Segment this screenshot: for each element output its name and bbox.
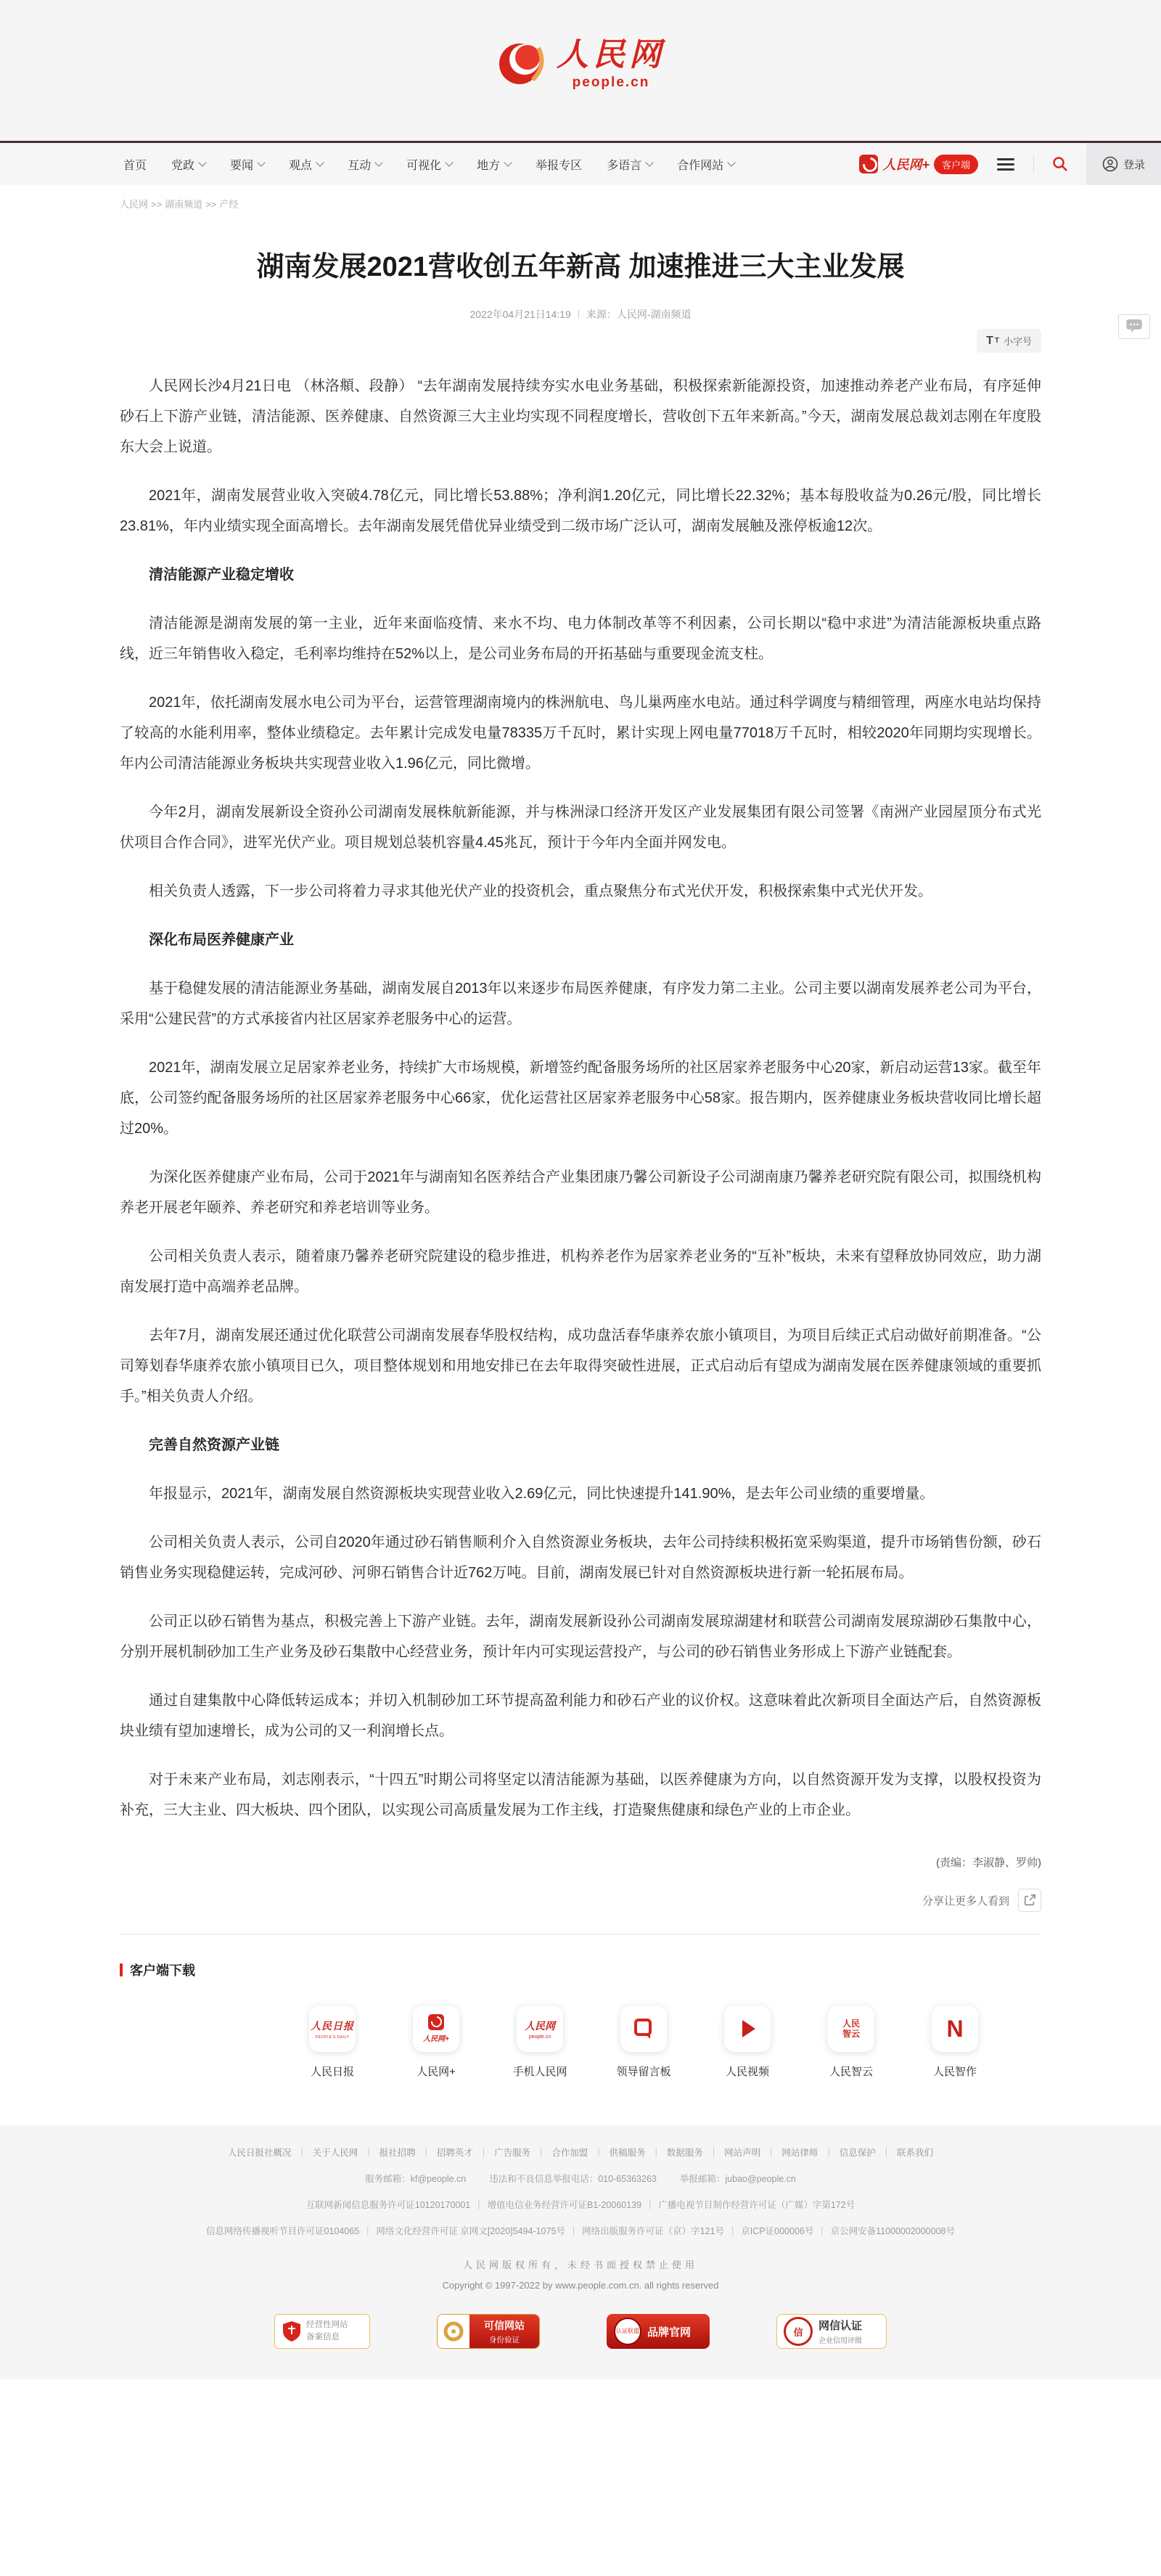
footer-badge-3[interactable]: 认证联盟 品牌官网	[607, 2314, 710, 2349]
site-footer	[0, 2125, 1161, 2379]
app-label: 人民日报	[310, 2066, 354, 2078]
footer-link[interactable]: 供稿服务	[609, 2148, 646, 2158]
footer-separator: |	[821, 2225, 824, 2236]
app-item-7[interactable]	[920, 2005, 990, 2079]
footer-license: 互联网新闻信息服务许可证10120170001	[305, 2200, 471, 2210]
footer-separator: |	[827, 2147, 830, 2157]
site-header	[0, 0, 1161, 143]
nav-item-label: 要闻	[230, 159, 254, 172]
footer-separator: |	[424, 2147, 427, 2157]
footer-link[interactable]: 数据服务	[666, 2148, 703, 2158]
cert-alliance-stamp-icon: 认证联盟	[614, 2318, 641, 2345]
nav-item-4[interactable]	[289, 156, 323, 173]
search-button[interactable]	[1051, 155, 1069, 173]
chevron-down-icon	[198, 158, 206, 166]
footer-license: 增值电信业务经营许可证B1-20060139	[487, 2200, 642, 2210]
footer-link[interactable]: 关于人民网	[312, 2148, 358, 2158]
article-meta	[120, 307, 1041, 322]
nav-item-3[interactable]	[230, 156, 264, 173]
footer-separator: |	[540, 2147, 543, 2157]
nav-item-label: 举报专区	[536, 159, 583, 172]
leader-board-app-icon	[620, 2005, 667, 2052]
login-label: 登录	[1123, 158, 1145, 171]
people-daily-app-icon: 人民日报 PEOPLE'S DAILY	[309, 2005, 356, 2052]
share-row	[120, 1889, 1041, 1912]
nav-item-label: 观点	[289, 159, 313, 172]
footer-links-row	[0, 2146, 1161, 2159]
app-label: 人民网+	[417, 2066, 456, 2078]
source-label: 来源：	[586, 308, 617, 320]
footer-badge-2[interactable]: 可信网站 身份验证	[437, 2314, 540, 2349]
copyright-en: Copyright © 1997-2022 by www.people.com.cn. all rights reserved	[442, 2280, 719, 2291]
download-title-row	[120, 1960, 1041, 1979]
app-item-4[interactable]	[609, 2005, 678, 2079]
font-size-control[interactable]	[977, 329, 1041, 353]
footer-badge-1[interactable]: 经营性网站 备案信息	[274, 2314, 370, 2349]
breadcrumb-separator: >>	[151, 199, 163, 210]
chevron-down-icon	[645, 158, 653, 166]
people-plus-brand: 人民网+	[882, 158, 930, 172]
chevron-down-icon	[374, 158, 382, 166]
footer-separator: |	[712, 2147, 715, 2157]
breadcrumb-link[interactable]: 产经	[219, 199, 239, 210]
footer-link[interactable]: 网站律师	[781, 2148, 819, 2158]
chevron-down-icon	[257, 158, 265, 166]
app-item-1[interactable]	[298, 2005, 367, 2079]
article-paragraph: 人民网长沙4月21日电 （林洛頫、段静） “去年湖南发展持续夯实水电业务基础，积极探索新能源投资，加速推动养老产业布局，有序延伸砂石上下游产业链，清洁能源、医养健康、自然资源三大主业均实现不同程度增长，营收创下五年来新高。”今天，湖南发展总裁刘志刚在年度股东大会上说道。	[120, 378, 1041, 455]
people-plus-logo-icon	[859, 155, 878, 173]
app-item-3[interactable]	[505, 2005, 575, 2079]
client-pill: 客户端	[934, 155, 978, 174]
article-paragraph: 清洁能源是湖南发展的第一主业，近年来面临疫情、来水不均、电力体制改革等不利因素，公司长期以“稳中求进”为清洁能源板块重点路线，近三年销售收入稳定，毛利率均维持在52%以上，是公司业务布局的开拓基础与重要现金流支柱。	[120, 616, 1041, 662]
footer-badges	[0, 2314, 1161, 2349]
footer-separator: |	[770, 2147, 773, 2157]
footer-separator: |	[366, 2225, 369, 2236]
nav-items	[123, 156, 734, 173]
footer-separator: |	[572, 2225, 575, 2236]
nav-item-7[interactable]	[477, 156, 511, 173]
download-title: 客户端下载	[130, 1963, 195, 1978]
article-paragraph: 对于未来产业布局，刘志刚表示，“十四五”时期公司将坚定以清洁能源为基础，以医养健康为方向，以自然资源开发为支撑，以股权投资为补充，三大主业、四大板块、四个团队，以实现公司高质量发展为工作主线，打造聚焦健康和绿色产业的上市企业。	[120, 1772, 1041, 1818]
red-bar-icon	[120, 1963, 123, 1976]
logo-domain: people.cn	[572, 75, 650, 90]
footer-separator: |	[655, 2147, 657, 2157]
app-label: 人民视频	[725, 2066, 769, 2078]
mobile-people-app-icon: 人民网 people.cn	[517, 2005, 563, 2052]
chevron-down-icon	[316, 158, 324, 166]
nav-item-label: 首页	[123, 159, 147, 172]
footer-license: 信息网络传播视听节目许可证0104065	[205, 2226, 360, 2236]
footer-link[interactable]: 网站声明	[724, 2148, 761, 2158]
breadcrumb-separator: >>	[205, 199, 217, 210]
article-paragraph: 去年7月，湖南发展还通过优化联营公司湖南发展春华股权结构，成功盘活春华康养农旅小镇项目，为项目后续正式启动做好前期准备。“公司筹划春华康养农旅小镇项目已久，项目整体规划和用地安排已在去年取得突破性进展，正式启动后有望成为湖南发展在医养健康领域的重要抓手。”相关负责人介绍。	[120, 1328, 1041, 1404]
people-plus-client-badge[interactable]	[859, 155, 978, 174]
people-zhizuo-app-icon: N	[932, 2005, 978, 2052]
footer-link[interactable]: 信息保护	[839, 2148, 876, 2158]
article-paragraph: 年报显示，2021年，湖南发展自然资源板块实现营业收入2.69亿元，同比快速提升141.90%，是去年公司业绩的重要增量。	[149, 1486, 935, 1502]
nav-item-6[interactable]	[406, 156, 452, 173]
article-paragraph: 公司正以砂石销售为基点，积极完善上下游产业链。去年，湖南发展新设孙公司湖南发展琼湖建材和联营公司湖南发展琼湖砂石集散中心，分别开展机制砂加工生产业务及砂石集散中心经营业务，预计年内可实现运营投产，与公司的砂石销售业务形成上下游产业链配套。	[120, 1614, 1041, 1660]
article-paragraph: 今年2月，湖南发展新设全资孙公司湖南发展株航新能源，并与株洲渌口经济开发区产业发展集团有限公司签署《南洲产业园屋顶分布式光伏项目合作合同》，进军光伏产业。项目规划总装机容量4.45兆瓦，预计于今年内全面并网发电。	[120, 804, 1041, 851]
footer-license: 网络出版服务许可证（京）字121号	[582, 2226, 725, 2236]
article-paragraph: 2021年，湖南发展营业收入突破4.78亿元，同比增长53.88%；净利润1.20亿元，同比增长22.32%；基本每股收益为0.26元/股，同比增长23.81%，年内业绩实现全面高增长。去年湖南发展凭借优异业绩受到二级市场广泛认可，湖南发展触及涨停板逾12次。	[120, 488, 1041, 534]
article-date: 2022年04月21日14:19	[469, 308, 571, 320]
font-size-icon: T	[986, 334, 993, 347]
article-paragraph: 公司相关负责人表示，随着康乃馨养老研究院建设的稳步推进，机构养老作为居家养老业务的“互补”板块，未来有望释放协同效应，助力湖南发展打造中高端养老品牌。	[120, 1248, 1041, 1295]
breadcrumb-link[interactable]: 人民网	[120, 199, 149, 210]
app-label: 人民智云	[829, 2066, 873, 2078]
search-icon	[1051, 155, 1069, 173]
registration-shield-icon	[282, 2321, 301, 2342]
chevron-down-icon	[445, 158, 453, 166]
footer-service-item: 服务邮箱：kf@people.cn	[365, 2174, 467, 2184]
footer-license-row-2	[0, 2224, 1161, 2237]
people-video-app-icon	[724, 2005, 771, 2052]
footer-separator: |	[597, 2147, 600, 2157]
footer-service-item: 举报邮箱：jubao@people.cn	[679, 2174, 796, 2184]
cyber-trust-stamp-icon: 信	[784, 2317, 813, 2346]
nav-item-10[interactable]	[677, 156, 734, 173]
main-nav	[0, 143, 1161, 185]
footer-service-row	[0, 2172, 1161, 2185]
nav-item-label: 互动	[348, 159, 372, 172]
footer-link[interactable]: 招聘英才	[436, 2148, 473, 2158]
app-item-6[interactable]	[816, 2005, 886, 2079]
footer-link[interactable]: 人民日报社概况	[228, 2148, 292, 2158]
app-label: 手机人民网	[512, 2066, 567, 2078]
app-label: 领导留言板	[616, 2066, 671, 2078]
share-external-icon	[1023, 1894, 1036, 1907]
footer-separator: |	[367, 2147, 370, 2157]
logo-chinese: 人民网	[557, 37, 665, 73]
nav-item-label: 合作网站	[677, 159, 724, 172]
footer-link[interactable]: 联系我们	[896, 2148, 933, 2158]
nav-divider	[1033, 155, 1034, 173]
site-logo-text	[557, 39, 665, 89]
nav-item-9[interactable]	[607, 156, 652, 173]
footer-license: 京公网安备11000002000008号	[830, 2226, 955, 2236]
article	[0, 247, 1161, 1934]
trusted-site-icon	[443, 2321, 464, 2342]
editor-note: (责编：李淑静、罗帅)	[936, 1857, 1041, 1869]
article-subheading: 清洁能源产业稳定增收	[149, 567, 294, 583]
footer-separator: |	[477, 2199, 480, 2209]
footer-service-item: 违法和不良信息举报电话：010-65363263	[489, 2174, 657, 2184]
footer-link[interactable]: 报社招聘	[379, 2148, 416, 2158]
footer-license: 广播电视节目制作经营许可证（广媒）字第172号	[658, 2200, 856, 2210]
article-source[interactable]: 人民网-湖南频道	[616, 308, 692, 320]
app-item-5[interactable]	[713, 2005, 782, 2079]
people-zhiyun-app-icon: 人民智云	[828, 2005, 874, 2052]
nav-item-5[interactable]	[348, 156, 382, 173]
footer-separator: |	[482, 2147, 485, 2157]
login-button[interactable]	[1086, 143, 1161, 185]
article-paragraph: 通过自建集散中心降低转运成本；并切入机制砂加工环节提高盈利能力和砂石产业的议价权。这意味着此次新项目全面达产后，自然资源板块业绩有望加速增长，成为公司的又一利润增长点。	[120, 1693, 1041, 1739]
client-download-section	[0, 1934, 1161, 2125]
footer-separator: |	[300, 2147, 303, 2157]
article-paragraph: 基于稳健发展的清洁能源业务基础，湖南发展自2013年以来逐步布局医养健康，有序发力第二主业。公司主要以湖南发展养老公司为平台，采用“公建民营”的方式承接省内社区居家养老服务中心的运营。	[120, 981, 1041, 1027]
footer-license-row-1	[0, 2198, 1161, 2211]
font-size-label: 小字号	[1003, 336, 1032, 347]
breadcrumb-link[interactable]: 湖南频道	[165, 199, 203, 210]
nav-item-label: 可视化	[406, 159, 442, 172]
nav-item-label: 地方	[477, 159, 501, 172]
share-button[interactable]	[1018, 1889, 1041, 1912]
footer-separator: |	[649, 2199, 652, 2209]
font-size-row	[120, 329, 1041, 353]
nav-item-label: 党政	[171, 159, 195, 172]
footer-link[interactable]: 合作加盟	[551, 2148, 588, 2158]
nav-item-label: 多语言	[607, 159, 642, 172]
site-logo[interactable]	[496, 36, 665, 92]
article-title: 湖南发展2021营收创五年新高 加速推进三大主业发展	[256, 252, 905, 282]
meta-divider	[578, 310, 579, 319]
article-subheading: 完善自然资源产业链	[149, 1437, 279, 1453]
user-icon	[1102, 156, 1118, 172]
article-paragraph: 为深化医养健康产业布局，公司于2021年与湖南知名医养结合产业集团康乃馨公司新设子公司湖南康乃馨养老研究院有限公司，拟围绕机构养老开展老年颐养、养老研究和养老培训等业务。	[120, 1169, 1041, 1216]
copyright-cn: 人民网版权所有，未经书面授权禁止使用	[462, 2260, 698, 2270]
footer-license: 京ICP证000006号	[741, 2226, 814, 2236]
chevron-down-icon	[727, 158, 735, 166]
app-item-2[interactable]	[401, 2005, 471, 2079]
breadcrumb	[120, 197, 1161, 210]
article-paragraph: 2021年，湖南发展立足居家养老业务，持续扩大市场规模，新增签约配备服务场所的社区居家养老服务中心20家，新启动运营13家。截至年底，公司签约配备服务场所的社区居家养老服务中心66家，优化运营社区居家养老服务中心58家。报告期内，医养健康业务板块营收同比增长超过20%。	[120, 1060, 1041, 1137]
nav-item-1[interactable]	[123, 156, 147, 173]
footer-license: 网络文化经营许可证 京网文[2020]5494-1075号	[376, 2226, 565, 2236]
people-cn-logo-icon	[496, 36, 548, 92]
nav-item-8[interactable]	[536, 156, 582, 173]
app-label: 人民智作	[932, 2066, 977, 2078]
footer-separator: |	[731, 2225, 734, 2236]
nav-right	[859, 143, 1161, 185]
footer-link[interactable]: 广告服务	[494, 2148, 531, 2158]
menu-icon[interactable]	[997, 155, 1014, 173]
chevron-down-icon	[504, 158, 512, 166]
share-label[interactable]: 分享让更多人看到	[922, 1894, 1009, 1908]
article-subheading: 深化布局医养健康产业	[149, 932, 294, 948]
nav-item-2[interactable]	[171, 156, 205, 173]
article-paragraph: 2021年，依托湖南发展水电公司为平台，运营管理湖南境内的株洲航电、鸟儿巢两座水电站。通过科学调度与精细管理，两座水电站均保持了较高的水能利用率，整体业绩稳定。去年累计完成发电量78335万千瓦时，累计实现上网电量77018万千瓦时，相较2020年同期均实现增长。年内公司清洁能源业务板块共实现营业收入1.96亿元，同比微增。	[120, 695, 1041, 772]
article-paragraph: 公司相关负责人表示，公司自2020年通过砂石销售顺利介入自然资源业务板块，去年公司持续积极拓宽采购渠道，提升市场销售份额，砂石销售业务实现稳健运转，完成河砂、河卵石销售合计近762万吨。目前，湖南发展已针对自然资源板块进行新一轮拓展布局。	[120, 1534, 1041, 1581]
app-list	[298, 2005, 1041, 2079]
article-paragraph: 相关负责人透露，下一步公司将着力寻求其他光伏产业的投资机会，重点聚焦分布式光伏开发，积极探索集中式光伏开发。	[149, 883, 932, 899]
people-plus-app-icon: 人民网+	[413, 2005, 459, 2052]
footer-separator: |	[885, 2147, 887, 2157]
font-size-icon-small: T	[994, 337, 999, 345]
article-body	[120, 371, 1041, 1825]
footer-badge-4[interactable]: 信 网信认证 企业信用评级	[776, 2314, 887, 2349]
